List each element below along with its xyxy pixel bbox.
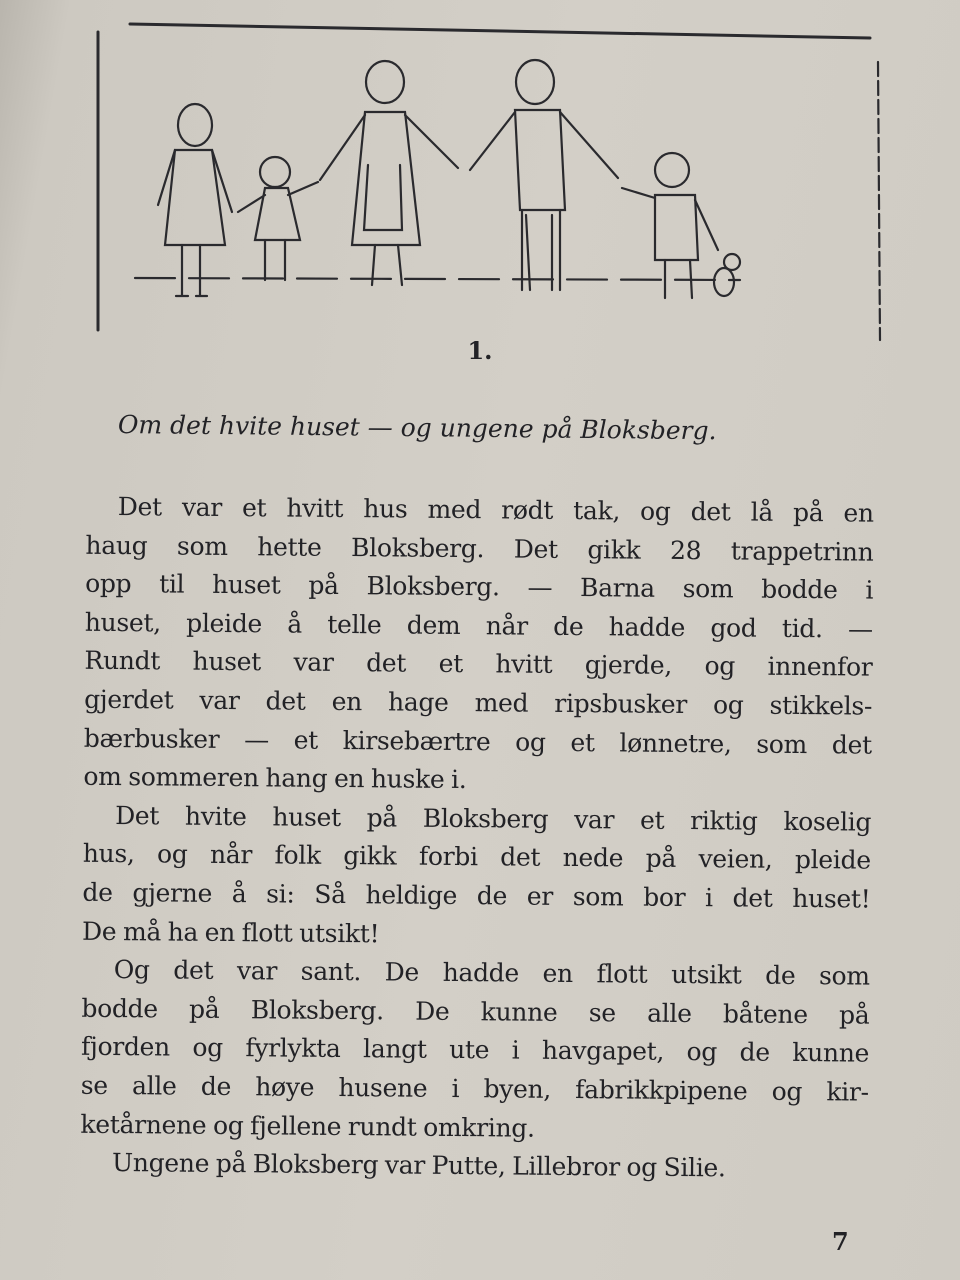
father-figure xyxy=(470,60,618,290)
text-line: Og det var sant. De hadde en flott utsikt de som xyxy=(113,955,870,991)
body-text xyxy=(80,488,874,1189)
text-line: opp til huset på Bloksberg. — Barna som bodde i xyxy=(85,568,874,605)
text-line: Rundt huset var det et hvitt gjerde, og innenfor xyxy=(84,646,873,682)
ground-line xyxy=(135,278,740,280)
paragraph xyxy=(80,951,870,1151)
text-line: De må ha en flott utsikt! xyxy=(82,916,380,948)
text-line: Det var et hvitt hus med rødt tak, og det lå på en xyxy=(117,492,874,528)
text-line: bærbusker — et kirsebærtre og et lønnetre, som det xyxy=(83,723,872,760)
paragraph xyxy=(83,488,874,803)
text-line: haug som hette Bloksberg. Det gikk 28 trappetrinn xyxy=(85,530,874,567)
text-line: se alle de høye husene i byen, fabrikkpipene og kir- xyxy=(80,1070,869,1107)
text-line: om sommeren hang en huske i. xyxy=(83,761,467,795)
boy-figure xyxy=(622,153,718,298)
paragraph xyxy=(110,1144,868,1189)
text-line: ketårnene og fjellene rundt omkring. xyxy=(80,1109,535,1143)
small-girl-figure xyxy=(238,157,318,280)
text-line: fjorden og fyrlykta langt ute i havgapet, og de kunne xyxy=(80,1032,870,1068)
chapter-number: 1. xyxy=(467,336,493,365)
frame-right-line xyxy=(878,62,880,340)
text-line: de gjerne å si: Så heldige de er som bor i det huset! xyxy=(82,877,871,914)
paragraph xyxy=(82,797,872,958)
frame-top-line xyxy=(130,24,870,38)
teddy-bear-figure xyxy=(714,254,740,296)
text-line: Ungene på Bloksberg var Putte, Lillebror og Silie. xyxy=(111,1148,726,1183)
text-line: huset, pleide å telle dem når de hadde god tid. — xyxy=(84,607,873,644)
girl-figure xyxy=(158,104,232,296)
text-line: bodde på Bloksberg. De kunne se alle båtene på xyxy=(81,993,870,1030)
chapter-title: Om det hvite huset — og ungene på Bloksberg. xyxy=(117,410,717,446)
text-line: gjerdet var det en hage med ripsbusker og stikkels- xyxy=(84,684,873,721)
text-line: hus, og når folk gikk forbi det nede på veien, pleide xyxy=(82,839,871,875)
page-number: 7 xyxy=(832,1227,849,1256)
family-illustration xyxy=(0,0,960,345)
mother-figure xyxy=(320,61,458,285)
text-line: Det hvite huset på Bloksberg var et riktig koselig xyxy=(115,800,872,837)
